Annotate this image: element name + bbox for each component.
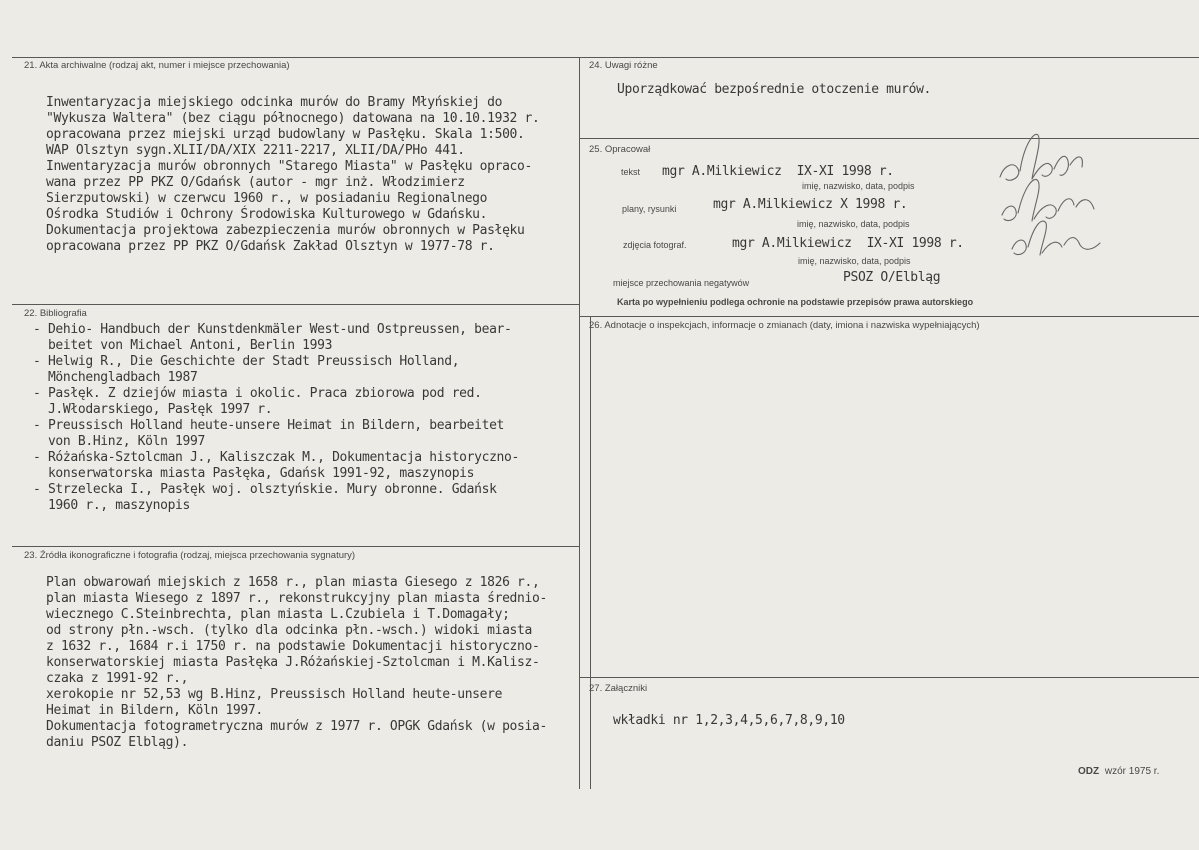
rule-25-26 [579,316,1199,317]
text-line: Ośrodka Studiów i Ochrony Środowiska Kulturowego w Gdańsku. [46,207,488,222]
tekst-caption: imię, nazwisko, data, podpis [802,181,915,191]
text-line: konserwatorskiej miasta Pasłęka J.Różańskiej-Sztolcman i M.Kalisz- [46,655,540,670]
text-line: Inwentaryzacja miejskiego odcinka murów do Bramy Młyńskiej do [46,95,503,110]
footer-wzor: wzór 1975 r. [1104,766,1160,777]
text-line: Dokumentacja projektowa zabezpieczenia murów obronnych w Pasłęku [46,223,525,238]
text-line: od strony płn.-wsch. (tylko dla odcinka płn.-wsch.) widoki miasta [46,623,532,638]
rule-22-23 [12,546,579,547]
text-line: Mönchengladbach 1987 [33,370,198,385]
section-24-label: 24. Uwagi różne [589,60,658,71]
rule-21-22 [12,304,579,305]
text-line: 1960 r., maszynopis [33,498,191,513]
footer [1078,766,1159,777]
text-line: plan miasta Wiesego z 1897 r., rekonstrukcyjny plan miasta średnio- [46,591,547,606]
text-line: von B.Hinz, Köln 1997 [33,434,205,449]
text-line: czaka z 1991-92 r., [46,671,189,686]
text-line: - Helwig R., Die Geschichte der Stadt Preussisch Holland, [33,354,460,369]
text-line: - Pasłęk. Z dziejów miasta i okolic. Praca zbiorowa pod red. [33,386,482,401]
tekst-value: mgr A.Milkiewicz IX-XI 1998 r. [662,164,894,179]
text-line: J.Włodarskiego, Pasłęk 1997 r. [33,402,273,417]
section-25-label: 25. Opracował [589,144,651,155]
text-line: beitet von Michael Antoni, Berlin 1993 [33,338,333,353]
signature-image [990,125,1130,265]
text-line: wana przez PP PKZ O/Gdańsk (autor - mgr inż. Włodzimierz [46,175,465,190]
text-line: - Preussisch Holland heute-unsere Heimat in Bildern, bearbeitet [33,418,505,433]
zdjecia-caption: imię, nazwisko, data, podpis [798,256,911,266]
footer-odz: ODZ [1078,766,1100,777]
text-line: konserwatorska miasta Pasłęka, Gdańsk 1991-92, maszynopis [33,466,475,481]
text-line: - Dehio- Handbuch der Kunstdenkmäler West-und Ostpreussen, bear- [33,322,512,337]
text-line: Dokumentacja fotogrametryczna murów z 1977 r. OPGK Gdańsk (w posia- [46,719,547,734]
section-27-text: wkładki nr 1,2,3,4,5,6,7,8,9,10 [613,713,845,728]
zdjecia-label: zdjęcia fotograf. [623,240,687,250]
tekst-label: tekst [621,167,641,177]
plany-caption: imię, nazwisko, data, podpis [797,219,910,229]
text-line: z 1632 r., 1684 r.i 1750 r. na podstawie Dokumentacji historyczno- [46,639,540,654]
section-26-label: 26. Adnotacje o inspekcjach, informacje o zmianach (daty, imiona i nazwiska wypełniających) [589,320,980,331]
text-line: WAP Olsztyn sygn.XLII/DA/XIX 2211-2217, XLII/DA/PHo 441. [46,143,465,158]
plany-label: plany, rysunki [622,204,677,214]
text-line: - Strzelecka I., Pasłęk woj. olsztyńskie. Mury obronne. Gdańsk [33,482,497,497]
inner-divider [590,316,591,789]
text-line: Plan obwarowań miejskich z 1658 r., plan miasta Giesego z 1826 r., [46,575,540,590]
rule-26-27 [579,677,1199,678]
center-divider [579,57,580,789]
top-rule [12,57,1199,58]
text-line: xerokopie nr 52,53 wg B.Hinz, Preussisch Holland heute-unsere [46,687,503,702]
miejsce-value: PSOZ O/Elbląg [843,270,941,285]
miejsce-label: miejsce przechowania negatywów [613,278,750,288]
section-27-label: 27. Załączniki [589,683,648,694]
text-line: daniu PSOZ Elbląg). [46,735,189,750]
text-line: opracowana przez PP PKZ O/Gdańsk Zakład Olsztyn w 1977-78 r. [46,239,495,254]
copyright-note: Karta po wypełnieniu podlega ochronie na podstawie przepisów prawa autorskiego [617,297,974,307]
text-line: opracowana przez miejski urząd budowlany w Pasłęku. Skala 1:500. [46,127,525,142]
text-line: "Wykusza Waltera" (bez ciągu północnego) datowana na 10.10.1932 r. [46,111,540,126]
text-line: - Różańska-Sztolcman J., Kaliszczak M., Dokumentacja historyczno- [33,450,519,465]
plany-value: mgr A.Milkiewicz X 1998 r. [713,197,908,212]
text-line: Inwentaryzacja murów obronnych "Starego Miasta" w Pasłęku opraco- [46,159,532,174]
zdjecia-value: mgr A.Milkiewicz IX-XI 1998 r. [732,236,964,251]
section-21-label: 21. Akta archiwalne (rodzaj akt, numer i miejsce przechowania) [24,60,290,71]
section-23-label: 23. Źródła ikonograficzne i fotografia (rodzaj, miejsca przechowania sygnatury) [24,550,356,561]
section-22-label: 22. Bibliografia [24,308,87,319]
section-24-text: Uporządkować bezpośrednie otoczenie murów. [617,82,932,97]
text-line: Heimat in Bildern, Köln 1997. [46,703,263,718]
text-line: wiecznego C.Steinbrechta, plan miasta L.Czubiela i T.Domagały; [46,607,510,622]
text-line: Sierzputowski) w czerwcu 1960 r., w posiadaniu Regionalnego [46,191,488,206]
